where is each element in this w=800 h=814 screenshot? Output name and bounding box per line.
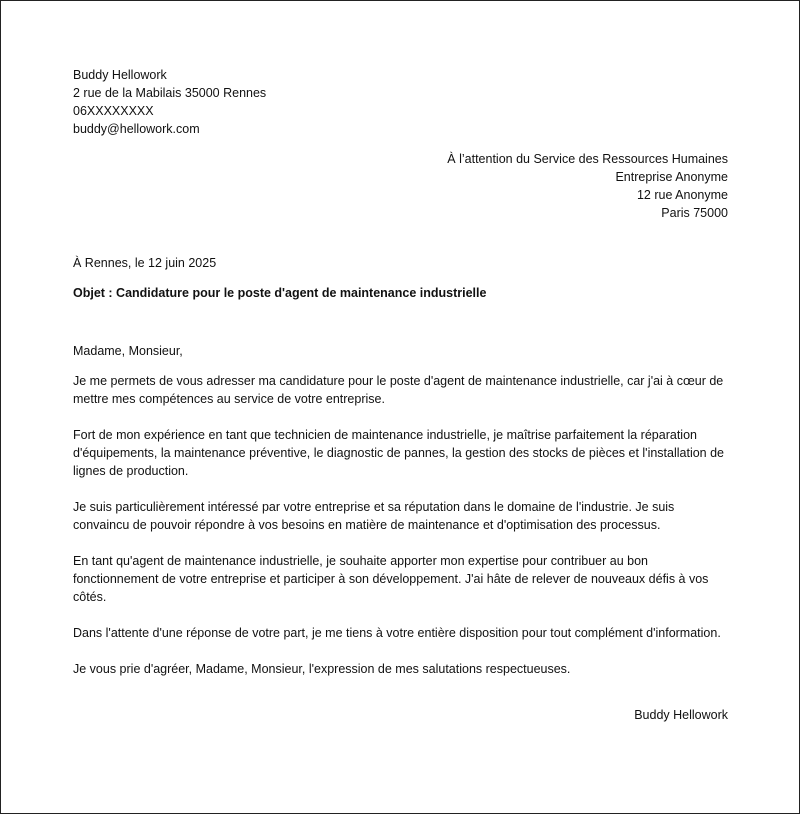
salutation: Madame, Monsieur,	[73, 344, 183, 358]
subject-line: Objet : Candidature pour le poste d'agent de maintenance industrielle	[73, 286, 487, 300]
sender-block	[73, 66, 728, 138]
date-line: À Rennes, le 12 juin 2025	[73, 256, 217, 270]
body-paragraph: En tant qu'agent de maintenance industrielle, je souhaite apporter mon expertise pour contribuer au bon fonctionnement de votre entreprise et participer à son développement. J'ai hâte de relever de nouveaux défis à vos côtés.	[73, 554, 709, 604]
letter-content	[73, 66, 728, 724]
recipient-city: Paris 75000	[661, 206, 728, 220]
recipient-attention: À l’attention du Service des Ressources Humaines	[447, 152, 728, 166]
sender-phone: 06XXXXXXXX	[73, 104, 154, 118]
body-paragraph: Fort de mon expérience en tant que technicien de maintenance industrielle, je maîtrise parfaitement la réparation d'équipements, la maintenance préventive, le diagnostic de pannes, la gestion des stocks de pièces et l'installation de lignes de production.	[73, 428, 725, 478]
closing-formula: Je vous prie d'agréer, Madame, Monsieur, l'expression de mes salutations respectueuses.	[73, 662, 571, 676]
body-paragraph: Dans l'attente d'une réponse de votre part, je me tiens à votre entière disposition pour tout complément d'information.	[73, 626, 721, 640]
body-paragraph: Je suis particulièrement intéressé par votre entreprise et sa réputation dans le domaine de l'industrie. Je suis convaincu de pouvoir répondre à vos besoins en matière de maintenance et d'optimisation des processus.	[73, 500, 675, 532]
body-paragraph: Je me permets de vous adresser ma candidature pour le poste d'agent de maintenance industrielle, car j'ai à cœur de mettre mes compétences au service de votre entreprise.	[73, 374, 724, 406]
recipient-company: Entreprise Anonyme	[615, 170, 728, 184]
sender-address: 2 rue de la Mabilais 35000 Rennes	[73, 86, 267, 100]
signature: Buddy Hellowork	[634, 708, 728, 722]
recipient-block	[73, 150, 728, 222]
sender-email: buddy@hellowork.com	[73, 122, 200, 136]
sender-name: Buddy Hellowork	[73, 68, 167, 82]
recipient-street: 12 rue Anonyme	[636, 188, 728, 202]
